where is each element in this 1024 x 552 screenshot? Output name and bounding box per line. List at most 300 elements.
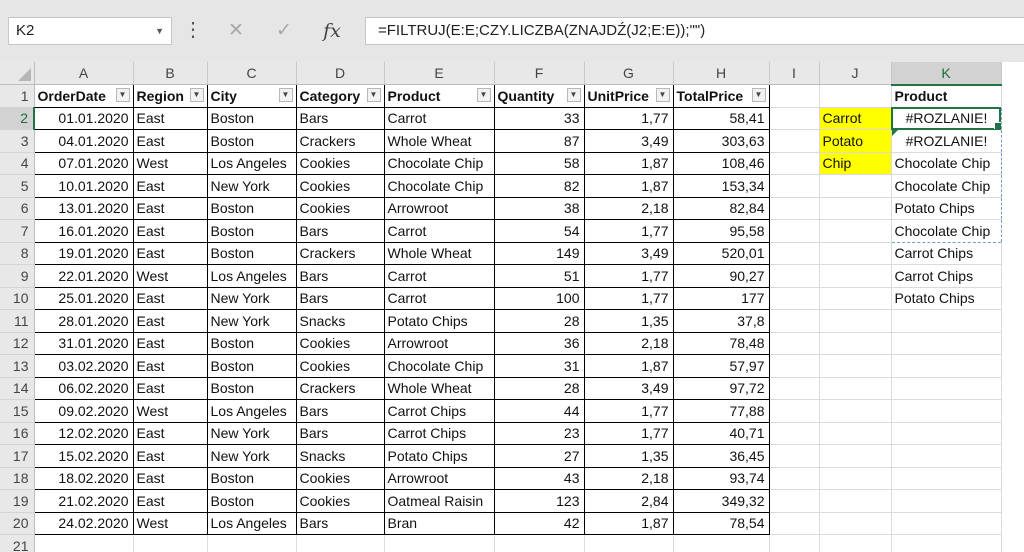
- table-header-cell[interactable]: [584, 85, 673, 108]
- table-cell[interactable]: East: [133, 332, 207, 355]
- empty-cell[interactable]: [819, 355, 891, 378]
- empty-cell[interactable]: [891, 355, 1001, 378]
- result-cell[interactable]: Potato Chips: [891, 197, 1001, 220]
- table-row: [0, 310, 1001, 333]
- empty-cell[interactable]: [34, 535, 133, 552]
- table-row: [0, 422, 1001, 445]
- empty-cell[interactable]: [769, 400, 819, 423]
- table-cell[interactable]: Cookies: [296, 490, 384, 513]
- table-cell[interactable]: 12.02.2020: [34, 422, 133, 445]
- column-header-b[interactable]: B: [133, 62, 207, 85]
- table-cell[interactable]: Boston: [207, 130, 296, 153]
- table-cell[interactable]: 24.02.2020: [34, 512, 133, 535]
- table-cell[interactable]: 57,97: [673, 355, 769, 378]
- table-cell[interactable]: 520,01: [673, 242, 769, 265]
- table-cell[interactable]: Carrot Chips: [384, 400, 494, 423]
- column-header-a[interactable]: A: [34, 62, 133, 85]
- table-cell[interactable]: 19.01.2020: [34, 242, 133, 265]
- result-cell[interactable]: Carrot Chips: [891, 242, 1001, 265]
- table-cell[interactable]: 1,77: [584, 287, 673, 310]
- name-box-value: K2: [16, 22, 35, 39]
- empty-cell[interactable]: [819, 310, 891, 333]
- table-cell[interactable]: Snacks: [296, 445, 384, 468]
- header-label: Category: [299, 87, 361, 104]
- table-row: [0, 355, 1001, 378]
- empty-cell[interactable]: [819, 287, 891, 310]
- empty-cell[interactable]: [819, 220, 891, 243]
- empty-cell[interactable]: [891, 422, 1001, 445]
- table-cell[interactable]: New York: [207, 422, 296, 445]
- empty-cell[interactable]: [769, 377, 819, 400]
- empty-cell[interactable]: [769, 175, 819, 198]
- formula-bar: [0, 0, 1024, 62]
- column-header-d[interactable]: D: [296, 62, 384, 85]
- table-row: [0, 467, 1001, 490]
- row-header[interactable]: 19: [0, 490, 34, 513]
- empty-cell[interactable]: [819, 490, 891, 513]
- table-cell[interactable]: 21.02.2020: [34, 490, 133, 513]
- table-cell[interactable]: 36: [494, 332, 584, 355]
- table-cell[interactable]: Bars: [296, 220, 384, 243]
- table-cell[interactable]: 1,87: [584, 175, 673, 198]
- table-cell[interactable]: West: [133, 400, 207, 423]
- row-header[interactable]: 2: [0, 107, 34, 130]
- empty-cell[interactable]: [819, 85, 891, 108]
- table-cell[interactable]: 1,87: [584, 355, 673, 378]
- table-cell[interactable]: Chocolate Chip: [384, 175, 494, 198]
- table-cell[interactable]: Bars: [296, 512, 384, 535]
- table-cell[interactable]: Carrot: [384, 265, 494, 288]
- table-cell[interactable]: 303,63: [673, 130, 769, 153]
- table-header-cell[interactable]: [384, 85, 494, 108]
- empty-cell[interactable]: [891, 377, 1001, 400]
- table-cell[interactable]: 100: [494, 287, 584, 310]
- result-cell[interactable]: #ROZLANIE!: [891, 107, 1001, 130]
- table-cell[interactable]: 13.01.2020: [34, 197, 133, 220]
- table-cell[interactable]: Arrowroot: [384, 332, 494, 355]
- result-cell[interactable]: Chocolate Chip: [891, 152, 1001, 175]
- table-cell[interactable]: 82: [494, 175, 584, 198]
- table-cell[interactable]: Bars: [296, 422, 384, 445]
- row-header[interactable]: 7: [0, 220, 34, 243]
- table-cell[interactable]: 3,49: [584, 130, 673, 153]
- column-header-j[interactable]: J: [819, 62, 891, 85]
- empty-cell[interactable]: [769, 220, 819, 243]
- table-cell[interactable]: 44: [494, 400, 584, 423]
- table-cell[interactable]: Bars: [296, 287, 384, 310]
- table-cell[interactable]: Arrowroot: [384, 467, 494, 490]
- table-cell[interactable]: 33: [494, 107, 584, 130]
- empty-cell[interactable]: [769, 512, 819, 535]
- header-label: City: [210, 87, 237, 104]
- table-cell[interactable]: 28: [494, 377, 584, 400]
- empty-cell[interactable]: [819, 377, 891, 400]
- table-cell[interactable]: Carrot Chips: [384, 422, 494, 445]
- empty-cell[interactable]: [769, 197, 819, 220]
- empty-cell[interactable]: [769, 355, 819, 378]
- table-cell[interactable]: New York: [207, 445, 296, 468]
- empty-cell[interactable]: [819, 242, 891, 265]
- table-cell[interactable]: 77,88: [673, 400, 769, 423]
- table-cell[interactable]: 18.02.2020: [34, 467, 133, 490]
- empty-cell[interactable]: [673, 535, 769, 552]
- table-cell[interactable]: 1,87: [584, 512, 673, 535]
- formula-input[interactable]: =FILTRUJ(E:E;CZY.LICZBA(ZNAJDŹ(J2;E:E));""): [365, 17, 1024, 45]
- filter-dropdown-icon[interactable]: ▼: [752, 88, 766, 102]
- table-cell[interactable]: East: [133, 107, 207, 130]
- table-cell[interactable]: 3,49: [584, 242, 673, 265]
- table-header-cell[interactable]: [494, 85, 584, 108]
- check-icon[interactable]: ✓: [276, 20, 292, 41]
- search-term-cell[interactable]: Potato: [819, 130, 891, 153]
- table-cell[interactable]: 87: [494, 130, 584, 153]
- table-cell[interactable]: Bran: [384, 512, 494, 535]
- table-cell[interactable]: 22.01.2020: [34, 265, 133, 288]
- empty-cell[interactable]: [819, 445, 891, 468]
- table-cell[interactable]: 40,71: [673, 422, 769, 445]
- table-row: [0, 332, 1001, 355]
- row-header[interactable]: 15: [0, 400, 34, 423]
- filter-dropdown-icon[interactable]: ▼: [567, 88, 581, 102]
- result-cell[interactable]: Potato Chips: [891, 287, 1001, 310]
- row-header[interactable]: 6: [0, 197, 34, 220]
- insert-function-button[interactable]: fx: [323, 20, 341, 42]
- empty-cell[interactable]: [296, 535, 384, 552]
- search-term-cell[interactable]: Carrot: [819, 107, 891, 130]
- table-cell[interactable]: Boston: [207, 197, 296, 220]
- empty-cell[interactable]: [494, 535, 584, 552]
- table-cell[interactable]: 09.02.2020: [34, 400, 133, 423]
- table-cell[interactable]: East: [133, 130, 207, 153]
- empty-cell[interactable]: [207, 535, 296, 552]
- table-cell[interactable]: Snacks: [296, 310, 384, 333]
- column-header-h[interactable]: H: [673, 62, 769, 85]
- empty-cell[interactable]: [891, 512, 1001, 535]
- table-cell[interactable]: Los Angeles: [207, 400, 296, 423]
- table-cell[interactable]: Boston: [207, 332, 296, 355]
- vertical-dots-icon[interactable]: ⋮: [183, 19, 203, 41]
- table-cell[interactable]: Boston: [207, 490, 296, 513]
- empty-cell[interactable]: [891, 445, 1001, 468]
- result-cell[interactable]: Chocolate Chip: [891, 220, 1001, 243]
- table-cell[interactable]: Cookies: [296, 355, 384, 378]
- column-header-c[interactable]: C: [207, 62, 296, 85]
- table-cell[interactable]: Cookies: [296, 197, 384, 220]
- row-header[interactable]: 21: [0, 535, 34, 552]
- table-cell[interactable]: 78,48: [673, 332, 769, 355]
- table-cell[interactable]: East: [133, 175, 207, 198]
- chevron-down-icon[interactable]: ▼: [155, 26, 164, 36]
- filter-dropdown-icon[interactable]: ▼: [656, 88, 670, 102]
- table-cell[interactable]: 153,34: [673, 175, 769, 198]
- row-header[interactable]: 10: [0, 287, 34, 310]
- empty-cell[interactable]: [891, 490, 1001, 513]
- table-cell[interactable]: Crackers: [296, 242, 384, 265]
- empty-cell[interactable]: [891, 310, 1001, 333]
- table-cell[interactable]: Bars: [296, 265, 384, 288]
- fill-handle[interactable]: [994, 122, 1002, 130]
- table-cell[interactable]: 93,74: [673, 467, 769, 490]
- row-header[interactable]: 18: [0, 467, 34, 490]
- column-header-f[interactable]: F: [494, 62, 584, 85]
- empty-cell[interactable]: [769, 85, 819, 108]
- table-cell[interactable]: West: [133, 152, 207, 175]
- table-cell[interactable]: 28: [494, 310, 584, 333]
- row-header[interactable]: 1: [0, 85, 34, 108]
- table-cell[interactable]: 42: [494, 512, 584, 535]
- empty-cell[interactable]: [769, 242, 819, 265]
- table-cell[interactable]: East: [133, 287, 207, 310]
- empty-cell[interactable]: [133, 535, 207, 552]
- filter-dropdown-icon[interactable]: ▼: [477, 88, 491, 102]
- row-header[interactable]: 9: [0, 265, 34, 288]
- table-cell[interactable]: New York: [207, 175, 296, 198]
- table-cell[interactable]: Arrowroot: [384, 197, 494, 220]
- table-header-cell[interactable]: [207, 85, 296, 108]
- table-cell[interactable]: 54: [494, 220, 584, 243]
- table-cell[interactable]: East: [133, 242, 207, 265]
- result-cell[interactable]: Carrot Chips: [891, 265, 1001, 288]
- empty-cell[interactable]: [819, 512, 891, 535]
- table-cell[interactable]: East: [133, 355, 207, 378]
- table-cell[interactable]: Boston: [207, 107, 296, 130]
- empty-cell[interactable]: [819, 400, 891, 423]
- table-row: [0, 535, 1001, 552]
- table-cell[interactable]: 16.01.2020: [34, 220, 133, 243]
- result-cell[interactable]: Chocolate Chip: [891, 175, 1001, 198]
- table-cell[interactable]: East: [133, 310, 207, 333]
- header-label: Product: [387, 87, 441, 104]
- table-cell[interactable]: 43: [494, 467, 584, 490]
- empty-cell[interactable]: [819, 265, 891, 288]
- table-cell[interactable]: 149: [494, 242, 584, 265]
- table-cell[interactable]: Los Angeles: [207, 265, 296, 288]
- row-header[interactable]: 16: [0, 422, 34, 445]
- column-header-i[interactable]: I: [769, 62, 819, 85]
- row-header[interactable]: 3: [0, 130, 34, 153]
- table-cell[interactable]: 2,18: [584, 332, 673, 355]
- column-header-k[interactable]: K: [891, 62, 1001, 85]
- table-cell[interactable]: Chocolate Chip: [384, 152, 494, 175]
- empty-cell[interactable]: [891, 535, 1001, 552]
- table-cell[interactable]: Whole Wheat: [384, 130, 494, 153]
- table-cell[interactable]: Boston: [207, 355, 296, 378]
- result-header-cell[interactable]: Product: [891, 85, 1001, 108]
- table-cell[interactable]: Crackers: [296, 377, 384, 400]
- empty-cell[interactable]: [769, 265, 819, 288]
- row-header[interactable]: 20: [0, 512, 34, 535]
- row-header[interactable]: 17: [0, 445, 34, 468]
- empty-cell[interactable]: [769, 152, 819, 175]
- search-term-cell[interactable]: Chip: [819, 152, 891, 175]
- table-cell[interactable]: Carrot: [384, 287, 494, 310]
- cross-icon[interactable]: ✕: [228, 20, 244, 41]
- empty-cell[interactable]: [891, 467, 1001, 490]
- column-header-e[interactable]: E: [384, 62, 494, 85]
- empty-cell[interactable]: [769, 490, 819, 513]
- table-row: [0, 152, 1001, 175]
- table-cell[interactable]: Crackers: [296, 130, 384, 153]
- row-header[interactable]: 13: [0, 355, 34, 378]
- table-cell[interactable]: East: [133, 220, 207, 243]
- table-cell[interactable]: New York: [207, 287, 296, 310]
- empty-cell[interactable]: [769, 445, 819, 468]
- table-cell[interactable]: West: [133, 512, 207, 535]
- filter-dropdown-icon[interactable]: ▼: [190, 88, 204, 102]
- empty-cell[interactable]: [769, 310, 819, 333]
- table-cell[interactable]: 3,49: [584, 377, 673, 400]
- table-cell[interactable]: Los Angeles: [207, 152, 296, 175]
- table-cell[interactable]: 90,27: [673, 265, 769, 288]
- table-cell[interactable]: 28.01.2020: [34, 310, 133, 333]
- header-label: Quantity: [497, 87, 555, 104]
- table-cell[interactable]: 2,18: [584, 197, 673, 220]
- table-cell[interactable]: New York: [207, 310, 296, 333]
- empty-cell[interactable]: [891, 332, 1001, 355]
- header-label: TotalPrice: [676, 87, 744, 104]
- table-cell[interactable]: Cookies: [296, 332, 384, 355]
- empty-cell[interactable]: [769, 107, 819, 130]
- table-cell[interactable]: 82,84: [673, 197, 769, 220]
- table-cell[interactable]: 95,58: [673, 220, 769, 243]
- table-cell[interactable]: West: [133, 265, 207, 288]
- row-header[interactable]: 14: [0, 377, 34, 400]
- table-cell[interactable]: 2,84: [584, 490, 673, 513]
- table-cell[interactable]: 25.01.2020: [34, 287, 133, 310]
- empty-cell[interactable]: [769, 287, 819, 310]
- table-cell[interactable]: Bars: [296, 107, 384, 130]
- table-cell[interactable]: East: [133, 377, 207, 400]
- table-header-cell[interactable]: [133, 85, 207, 108]
- empty-cell[interactable]: [819, 467, 891, 490]
- table-cell[interactable]: Potato Chips: [384, 310, 494, 333]
- table-row: [0, 220, 1001, 243]
- table-header-cell[interactable]: [296, 85, 384, 108]
- table-cell[interactable]: 58: [494, 152, 584, 175]
- table-cell[interactable]: 10.01.2020: [34, 175, 133, 198]
- name-box[interactable]: [8, 17, 172, 45]
- table-cell[interactable]: Whole Wheat: [384, 377, 494, 400]
- table-cell[interactable]: Bars: [296, 400, 384, 423]
- filter-dropdown-icon[interactable]: ▼: [367, 88, 381, 102]
- table-cell[interactable]: 1,77: [584, 400, 673, 423]
- table-cell[interactable]: 1,77: [584, 422, 673, 445]
- table-cell[interactable]: 1,35: [584, 310, 673, 333]
- table-cell[interactable]: 78,54: [673, 512, 769, 535]
- table-cell[interactable]: 01.01.2020: [34, 107, 133, 130]
- table-cell[interactable]: Carrot: [384, 107, 494, 130]
- column-header-g[interactable]: G: [584, 62, 673, 85]
- table-cell[interactable]: 23: [494, 422, 584, 445]
- table-cell[interactable]: 38: [494, 197, 584, 220]
- empty-cell[interactable]: [769, 130, 819, 153]
- table-cell[interactable]: 177: [673, 287, 769, 310]
- table-cell[interactable]: Boston: [207, 242, 296, 265]
- empty-cell[interactable]: [584, 535, 673, 552]
- table-row: [0, 107, 1001, 130]
- empty-cell[interactable]: [769, 467, 819, 490]
- table-cell[interactable]: 36,45: [673, 445, 769, 468]
- empty-cell[interactable]: [819, 332, 891, 355]
- table-cell[interactable]: Oatmeal Raisin: [384, 490, 494, 513]
- empty-cell[interactable]: [769, 535, 819, 552]
- table-cell[interactable]: Boston: [207, 377, 296, 400]
- table-cell[interactable]: Carrot: [384, 220, 494, 243]
- result-cell[interactable]: #ROZLANIE!: [891, 130, 1001, 153]
- empty-cell[interactable]: [769, 332, 819, 355]
- table-cell[interactable]: 349,32: [673, 490, 769, 513]
- empty-cell[interactable]: [819, 535, 891, 552]
- table-cell[interactable]: 51: [494, 265, 584, 288]
- table-cell[interactable]: East: [133, 422, 207, 445]
- table-cell[interactable]: Cookies: [296, 152, 384, 175]
- table-cell[interactable]: 1,87: [584, 152, 673, 175]
- row-header[interactable]: 8: [0, 242, 34, 265]
- row-header[interactable]: 12: [0, 332, 34, 355]
- table-cell[interactable]: Chocolate Chip: [384, 355, 494, 378]
- table-row: [0, 512, 1001, 535]
- table-cell[interactable]: 07.01.2020: [34, 152, 133, 175]
- table-cell[interactable]: East: [133, 197, 207, 220]
- table-cell[interactable]: 97,72: [673, 377, 769, 400]
- header-label: Region: [136, 87, 184, 104]
- table-cell[interactable]: 37,8: [673, 310, 769, 333]
- table-cell[interactable]: 31: [494, 355, 584, 378]
- filter-dropdown-icon[interactable]: ▼: [279, 88, 293, 102]
- table-cell[interactable]: 1,77: [584, 107, 673, 130]
- empty-cell[interactable]: [769, 422, 819, 445]
- table-cell[interactable]: 15.02.2020: [34, 445, 133, 468]
- table-cell[interactable]: 06.02.2020: [34, 377, 133, 400]
- table-cell[interactable]: 31.01.2020: [34, 332, 133, 355]
- row-header[interactable]: 5: [0, 175, 34, 198]
- table-cell[interactable]: Whole Wheat: [384, 242, 494, 265]
- table-header-cell[interactable]: [673, 85, 769, 108]
- table-header-cell[interactable]: [34, 85, 133, 108]
- empty-cell[interactable]: [819, 197, 891, 220]
- table-cell[interactable]: 1,35: [584, 445, 673, 468]
- empty-cell[interactable]: [891, 400, 1001, 423]
- empty-cell[interactable]: [819, 175, 891, 198]
- table-cell[interactable]: Cookies: [296, 175, 384, 198]
- table-cell[interactable]: Cookies: [296, 467, 384, 490]
- table-cell[interactable]: 2,18: [584, 467, 673, 490]
- empty-cell[interactable]: [384, 535, 494, 552]
- table-cell[interactable]: East: [133, 490, 207, 513]
- formula-buttons: [212, 17, 356, 45]
- row-header[interactable]: 11: [0, 310, 34, 333]
- table-cell[interactable]: Potato Chips: [384, 445, 494, 468]
- table-cell[interactable]: 1,77: [584, 220, 673, 243]
- sort-filter-dropdown-icon[interactable]: ▼: [116, 88, 130, 102]
- row-header[interactable]: 4: [0, 152, 34, 175]
- table-cell[interactable]: East: [133, 445, 207, 468]
- table-cell[interactable]: 03.02.2020: [34, 355, 133, 378]
- table-cell[interactable]: East: [133, 467, 207, 490]
- table-cell[interactable]: 27: [494, 445, 584, 468]
- table-cell[interactable]: Los Angeles: [207, 512, 296, 535]
- table-cell[interactable]: Boston: [207, 467, 296, 490]
- select-all-corner[interactable]: [0, 62, 34, 85]
- table-row: [0, 130, 1001, 153]
- table-cell[interactable]: Boston: [207, 220, 296, 243]
- table-cell[interactable]: 108,46: [673, 152, 769, 175]
- table-cell[interactable]: 1,77: [584, 265, 673, 288]
- table-cell[interactable]: 04.01.2020: [34, 130, 133, 153]
- table-cell[interactable]: 58,41: [673, 107, 769, 130]
- table-cell[interactable]: 123: [494, 490, 584, 513]
- empty-cell[interactable]: [819, 422, 891, 445]
